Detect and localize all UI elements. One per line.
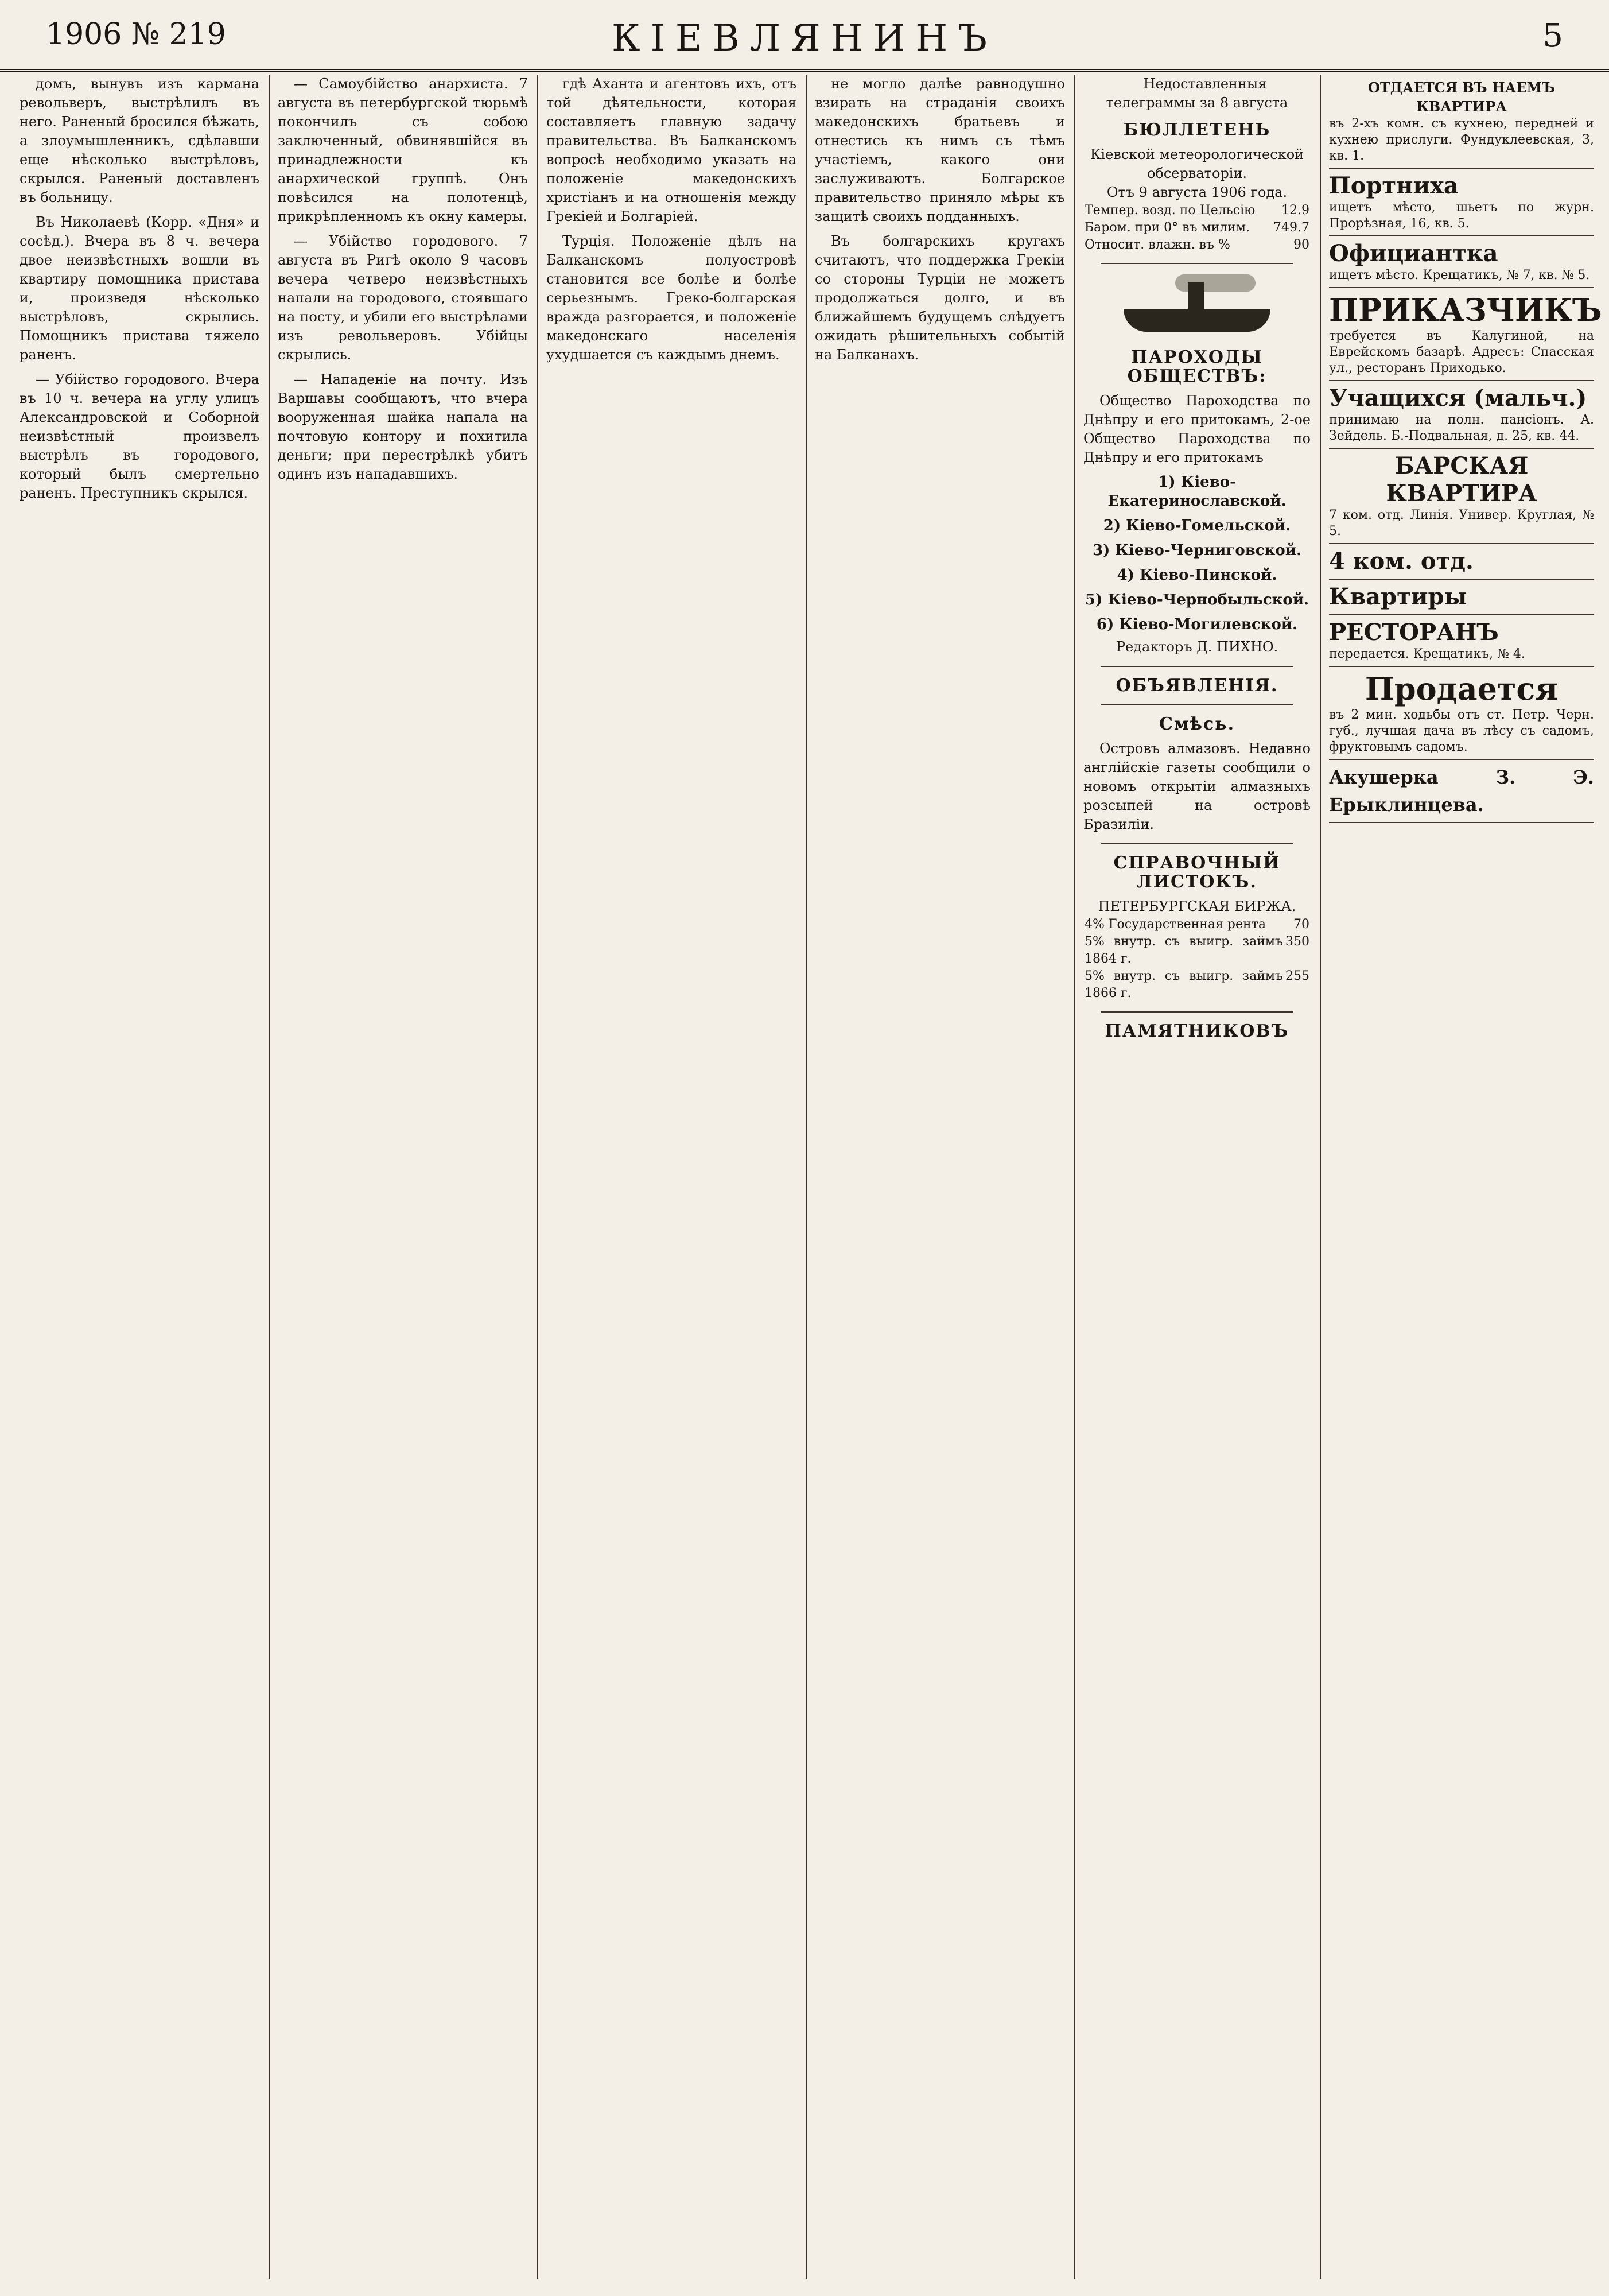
article-paragraph: Въ болгарскихъ кругахъ считаютъ, что поддержка Грекіи со стороны Турціи не можетъ продолжаться долго, и въ ближайшемъ будущемъ слѣдуетъ ожидать рѣшительныхъ событій на Балканахъ. (815, 233, 1065, 363)
ad-title: Продается (1365, 670, 1559, 707)
ad-text: 7 ком. отд. Линія. Универ. Круглая, № 5. (1329, 508, 1594, 538)
ad-text: въ 2-хъ комн. съ кухнею, передней и кухнею прислуги. Фундуклеевская, 3, кв. 1. (1329, 117, 1594, 163)
row-value: 749.7 (1273, 220, 1309, 235)
table-row (1083, 933, 1311, 968)
article-paragraph: Турція. Положеніе дѣлъ на Балканскомъ полуостровѣ становится все болѣе и болѣе серьезнымъ. Греко-болгарская вражда разгорается, и положеніе македонскаго населенія ухудшается съ каждымъ днемъ. (546, 233, 796, 363)
ad-block (1329, 449, 1594, 544)
column-2 (270, 75, 536, 2279)
row-label: 5% внутр. съ выигр. займъ 1866 г. (1085, 969, 1283, 1000)
row-value: 255 (1285, 969, 1309, 983)
article-paragraph: — Убійство городового. 7 августа въ Ригѣ около 9 часовъ вечера четверо неизвѣстныхъ напали на городового, стоявшаго на посту, и убили его выстрѣлами изъ револьверовъ. Убійцы скрылись. (278, 233, 528, 363)
row-label: Относит. влажн. въ % (1085, 238, 1230, 252)
ad-title: БАРСКАЯ КВАРТИРА (1386, 452, 1537, 507)
weather-table (1083, 202, 1311, 254)
ad-text: принимаю на полн. пансіонъ. А. Зейдель. Б.-Подвальная, д. 25, кв. 44. (1329, 413, 1594, 443)
article-paragraph: не могло далѣе равнодушно взирать на страданія своихъ македонскихъ братьевъ и отнестись къ нимъ съ тѣмъ участіемъ, какого они заслуживаютъ. Болгарское правительство приняло мѣры къ защитѣ своихъ подданныхъ. (815, 76, 1065, 224)
table-row (1083, 916, 1311, 933)
table-row (1083, 236, 1311, 254)
ad-block (1329, 169, 1594, 236)
route-item: 1) Кіево-Екатеринославской. (1107, 474, 1287, 510)
route-item: 3) Кіево-Черниговской. (1092, 542, 1302, 559)
ad-title: 4 ком. отд. (1329, 548, 1474, 575)
row-value: 70 (1293, 917, 1309, 932)
newspaper-title: КІЕВЛЯНИНЪ (612, 17, 997, 60)
ad-title: Акушерка З. Э. Ерыклинцева. (1329, 766, 1594, 816)
smoke-shape (1175, 274, 1256, 292)
article-paragraph: Въ Николаевѣ (Корр. «Дня» и сосѣд.). Вчера въ 8 ч. вечера двое неизвѣстныхъ вошли въ квартиру помощника пристава и, произведя нѣсколько выстрѣловъ, скрылись. Помощникъ пристава тяжело раненъ. (20, 214, 259, 363)
ships-title: ПАРОХОДЫ ОБЩЕСТВЪ: (1127, 347, 1267, 386)
ad-title: Учащихся (мальч.) (1329, 385, 1587, 412)
ad-block (1329, 667, 1594, 760)
ad-title: Квартиры (1329, 583, 1467, 610)
funnel-shape (1188, 282, 1204, 309)
row-value: 350 (1285, 934, 1309, 949)
masthead (0, 0, 1609, 72)
row-value: 90 (1293, 238, 1309, 252)
article-paragraph: домъ, вынувъ изъ кармана револьверъ, выстрѣлилъ въ него. Раненый бросился бѣжать, а злоумышленникъ, сдѣлавши еще нѣсколько выстрѣловъ, скрылся. Раненый доставленъ въ больницу. (20, 76, 259, 205)
ships-intro: Общество Пароходства по Днѣпру и его притокамъ, 2-ое Общество Пароходства по Днѣпру и его притокамъ (1083, 393, 1311, 466)
ad-title: ОТДАЕТСЯ ВЪ НАЕМЪ КВАРТИРА (1367, 79, 1556, 115)
divider (1101, 843, 1293, 844)
route-item: 4) Кіево-Пинской. (1117, 567, 1277, 584)
misc-paragraph: Островъ алмазовъ. Недавно англійскіе газеты сообщили о новомъ открытіи алмазныхъ розсыпей на островѣ Бразиліи. (1083, 740, 1311, 832)
article-paragraph: — Нападеніе на почту. Изъ Варшавы сообщаютъ, что вчера вооруженная шайка напала на почтовую контору и похитила деньги; при перестрѣлкѣ убитъ одинъ изъ нападавшихъ. (278, 371, 528, 482)
divider (1101, 263, 1293, 264)
ad-block (1329, 544, 1594, 580)
ad-text: ищетъ мѣсто, шьетъ по журн. Прорѣзная, 16, кв. 5. (1329, 200, 1594, 231)
exchange-table (1083, 916, 1311, 1002)
exchange-title: СПРАВОЧНЫЙ ЛИСТОКЪ. (1113, 853, 1281, 892)
page-number: 5 (1542, 17, 1563, 55)
ad-text: ищетъ мѣсто. Крещатикъ, № 7, кв. № 5. (1329, 268, 1590, 282)
bulletin-subtitle: Кіевской метеорологической обсерваторіи. (1090, 146, 1304, 181)
exchange-subtitle: ПЕТЕРБУРГСКАЯ БИРЖА. (1098, 898, 1296, 914)
article-paragraph: — Самоубійство анархиста. 7 августа въ петербургской тюрьмѣ покончилъ съ собою заключенный, обвинявшійся въ принадлежности къ анархической группѣ. Онъ повѣсился на полотенцѣ, прикрѣпленномъ къ окну камеры. (278, 76, 528, 224)
route-item: 6) Кіево-Могилевской. (1096, 616, 1298, 633)
table-row (1083, 219, 1311, 236)
table-row (1083, 202, 1311, 219)
route-item: 2) Кіево-Гомельской. (1103, 517, 1291, 534)
row-value: 12.9 (1281, 203, 1309, 218)
ad-block (1329, 75, 1594, 169)
monuments-ad-title: ПАМЯТНИКОВЪ (1105, 1021, 1289, 1041)
divider (1101, 1011, 1293, 1013)
article-paragraph: — Убійство городового. Вчера въ 10 ч. вечера на углу улицъ Александровской и Соборной неизвѣстный произвелъ выстрѣлъ въ городового, который былъ смертельно раненъ. Преступникъ скрылся. (20, 371, 259, 501)
column-1 (11, 75, 267, 2279)
ads-title: ОБЪЯВЛЕНІЯ. (1116, 676, 1278, 696)
divider (1101, 704, 1293, 705)
issue-number: 1906 № 219 (46, 17, 226, 52)
ad-title: РЕСТОРАНЪ (1329, 619, 1499, 646)
row-label: Баром. при 0° въ милим. (1085, 220, 1250, 235)
bulletin-date: Отъ 9 августа 1906 года. (1106, 184, 1288, 200)
row-label: 5% внутр. съ выигр. займъ 1864 г. (1085, 934, 1283, 966)
column-5 (1075, 75, 1319, 2279)
ad-block (1329, 236, 1594, 288)
ad-text: въ 2 мин. ходьбы отъ ст. Петр. Черн. губ., лучшая дача въ лѣсу съ садомъ, фруктовымъ садомъ. (1329, 708, 1594, 754)
ad-block (1329, 288, 1602, 381)
row-label: 4% Государственная рента (1085, 917, 1266, 932)
steamship-illustration (1106, 274, 1288, 338)
bulletin-title: БЮЛЛЕТЕНЬ (1123, 120, 1271, 140)
divider (1101, 666, 1293, 667)
column-6-ads (1321, 75, 1602, 2279)
hull-shape (1124, 309, 1270, 332)
route-item: 5) Кіево-Чернобыльской. (1085, 591, 1309, 608)
telegram-header: Недоставленныя телеграммы за 8 августа (1106, 76, 1288, 111)
ad-block (1329, 760, 1594, 823)
column-4 (807, 75, 1073, 2279)
ad-title: Портниха (1329, 172, 1459, 199)
editor-signature: Редакторъ Д. ПИХНО. (1116, 639, 1278, 655)
column-3 (538, 75, 804, 2279)
table-row (1083, 968, 1311, 1002)
ad-block (1329, 381, 1594, 449)
ad-block (1329, 580, 1594, 615)
misc-title: Смѣсь. (1159, 714, 1235, 734)
ad-block (1329, 615, 1594, 667)
ad-title: ПРИКАЗЧИКЪ (1329, 292, 1602, 328)
ad-text: передается. Крещатикъ, № 4. (1329, 647, 1525, 661)
article-paragraph: гдѣ Аханта и агентовъ ихъ, отъ той дѣятельности, которая составляетъ главную задачу правительства. Въ Балканскомъ вопросѣ необходимо указать на положеніе македонскихъ христіанъ и на отношенія между Грекіей и Болгаріей. (546, 76, 796, 224)
ad-title: Официантка (1329, 240, 1498, 267)
ad-text: требуется въ Калугиной, на Еврейскомъ базарѣ. Адресъ: Спасская ул., ресторанъ Приходько. (1329, 329, 1594, 375)
row-label: Темпер. возд. по Цельсію (1085, 203, 1256, 218)
